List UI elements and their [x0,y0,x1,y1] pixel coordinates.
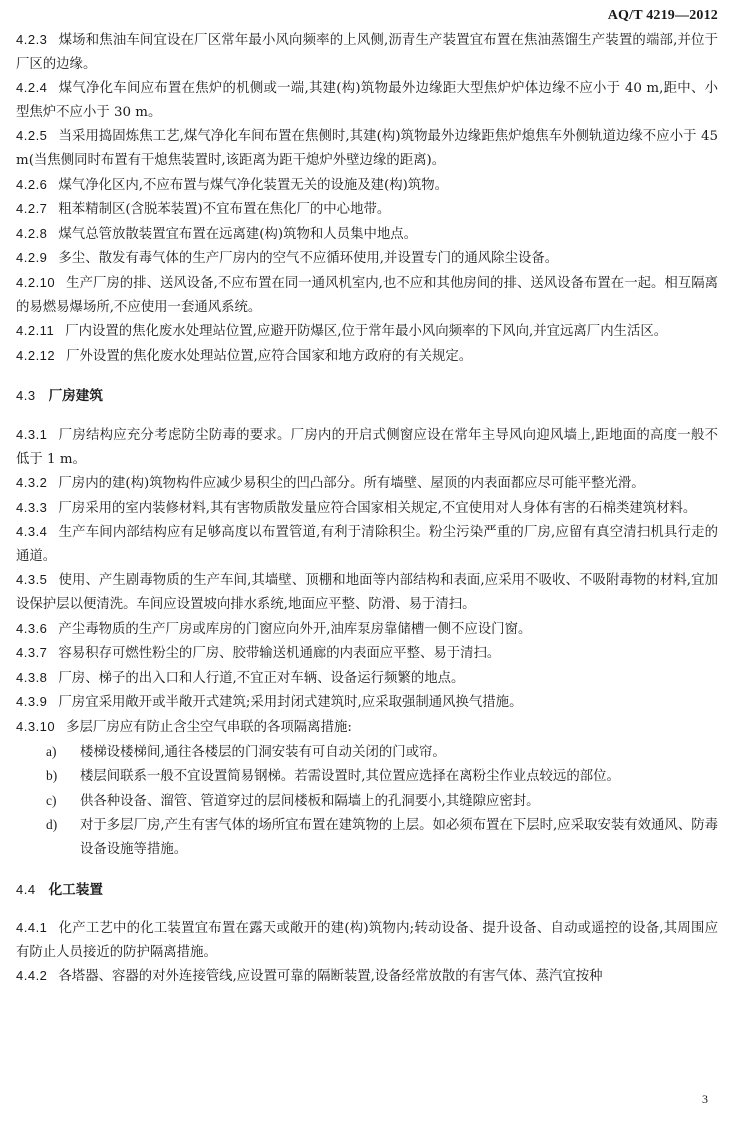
clause-4-3-6: 4.3.6 产尘毒物质的生产厂房或库房的门窗应向外开,油库泵房靠储槽一侧不应设门窗。 [16,620,532,637]
clause-4-3-2: 4.3.2 厂房内的建(构)筑物构件应减少易积尘的凹凸部分。所有墙壁、屋顶的内表面都应尽可能平整光滑。 [16,475,645,492]
clause-4-3-5: 4.3.5 使用、产生剧毒物质的生产车间,其墙壁、顶棚和地面等内部结构和表面,应采用不吸收、不吸附毒物的材料,宜加设保护层以便清洗。车间应设置坡向排水系统,地面应平整、防滑、易于清扫。 [16,572,718,613]
clause-4-3-9: 4.3.9 厂房宜采用敞开或半敞开式建筑;采用封闭式建筑时,应采取强制通风换气措施。 [16,694,523,711]
page-number: 3 [702,1092,708,1106]
clause-4-2-6: 4.2.6 煤气净化区内,不应布置与煤气净化装置无关的设施及建(构)筑物。 [16,176,449,193]
list-item-b: b) 楼层间联系一般不宜设置简易钢梯。若需设置时,其位置应选择在离粉尘作业点较远的部位。 [46,768,620,785]
clause-4-4-1: 4.4.1 化产工艺中的化工装置宜布置在露天或敞开的建(构)筑物内;转动设备、提升设备、自动或遥控的设备,其周围应有防止人员接近的防护隔离措施。 [16,920,718,960]
clause-4-3-4: 4.3.4 生产车间内部结构应有足够高度以布置管道,有利于清除积尘。粉尘污染严重的厂房,应留有真空清扫机具行走的通道。 [16,524,718,564]
section-heading-4-4: 4.4 化工装置 [16,881,103,898]
clause-4-2-12: 4.2.12 厂外设置的焦化废水处理站位置,应符合国家和地方政府的有关规定。 [16,347,473,364]
standard-code-header: AQ/T 4219—2012 [607,8,718,23]
clause-4-2-4: 4.2.4 煤气净化车间应布置在焦炉的机侧或一端,其建(构)筑物最外边缘距大型焦炉炉体边缘不应小于 40 m,距中、小型焦炉不应小于 30 m。 [16,80,718,120]
list-item-d: d) 对于多层厂房,产生有害气体的场所宜布置在建筑物的上层。如必须布置在下层时,应采取安装有效通风、防毒设备设施等措施。 [46,817,718,857]
list-item-c: c) 供各种设备、溜管、管道穿过的层间楼板和隔墙上的孔洞要小,其缝隙应密封。 [46,792,540,809]
list-item-a: a) 楼梯设楼梯间,通往各楼层的门洞安装有可自动关闭的门或帘。 [46,743,446,760]
document-body [16,28,718,989]
clause-4-2-9: 4.2.9 多尘、散发有毒气体的生产厂房内的空气不应循环使用,并设置专门的通风除尘设备。 [16,250,559,267]
clause-4-3-3: 4.3.3 厂房采用的室内装修材料,其有害物质散发量应符合国家相关规定,不宜使用对人身体有害的石棉类建筑材料。 [16,499,697,516]
clause-4-2-10: 4.2.10 生产厂房的排、送风设备,不应布置在同一通风机室内,也不应和其他房间的排、送风设备布置在一起。相互隔离的易燃易爆场所,不应使用一套通风系统。 [16,274,718,315]
clause-4-3-7: 4.3.7 容易积存可燃性粉尘的厂房、胶带输送机通廊的内表面应平整、易于清扫。 [16,645,501,662]
clause-4-3-8: 4.3.8 厂房、梯子的出入口和人行道,不宜正对车辆、设备运行频繁的地点。 [16,669,465,686]
clause-4-3-1: 4.3.1 厂房结构应充分考虑防尘防毒的要求。厂房内的开启式侧窗应设在常年主导风向迎风墙上,距地面的高度一般不低于 1 m。 [16,426,718,467]
clause-4-2-8: 4.2.8 煤气总管放散装置宜布置在远离建(构)筑物和人员集中地点。 [16,225,418,242]
clause-4-3-10: 4.3.10 多层厂房应有防止含尘空气串联的各项隔离措施: [16,719,352,736]
clause-4-2-5: 4.2.5 当采用捣固炼焦工艺,煤气净化车间布置在焦侧时,其建(构)筑物最外边缘距焦炉熄焦车外侧轨道边缘不应小于 45 m(当焦侧同时布置有干熄焦装置时,该距离为距干熄炉外壁边缘的距离)。 [16,128,718,168]
clause-4-2-3: 4.2.3 煤场和焦油车间宜设在厂区常年最小风向频率的上风侧,沥青生产装置宜布置在焦油蒸馏生产装置的端部,并位于厂区的边缘。 [16,32,718,72]
clause-4-4-2: 4.4.2 各塔器、容器的对外连接管线,应设置可靠的隔断装置,设备经常放散的有害气体、蒸汽宜按种 [16,968,603,985]
section-heading-4-3: 4.3 厂房建筑 [16,388,103,405]
clause-4-2-7: 4.2.7 粗苯精制区(含脱苯装置)不宜布置在焦化厂的中心地带。 [16,201,391,218]
clause-4-2-11: 4.2.11 厂内设置的焦化废水处理站位置,应避开防爆区,位于常年最小风向频率的下风向,并宜远离厂内生活区。 [16,323,668,340]
